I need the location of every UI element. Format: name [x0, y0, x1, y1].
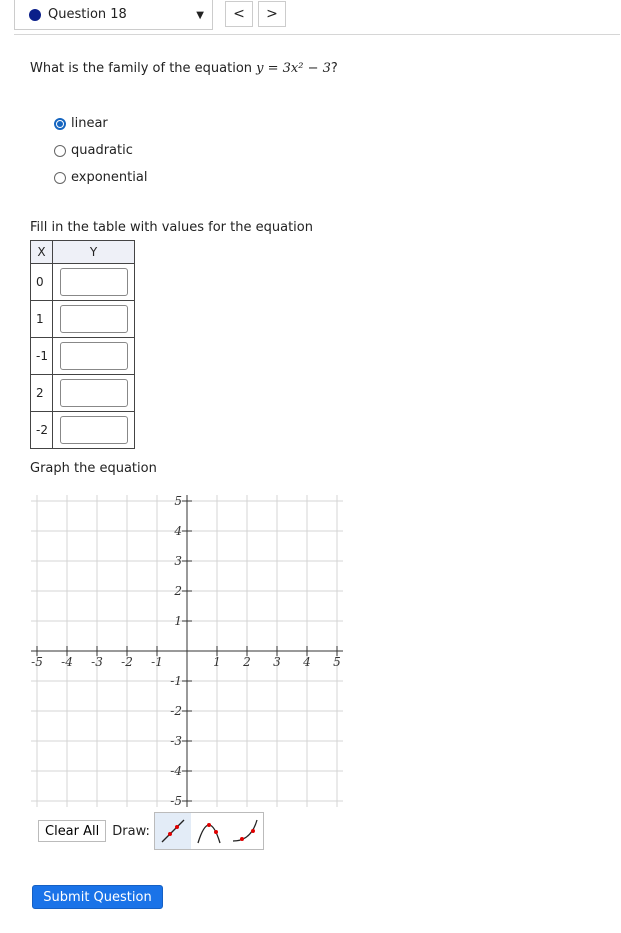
y-cell [53, 412, 135, 449]
draw-toolbar [38, 812, 264, 850]
family-choices [54, 110, 147, 191]
draw-label: Draw: [112, 823, 150, 839]
y-tick-label: -5 [170, 794, 182, 808]
y-cell [53, 375, 135, 412]
y-tick-label: -1 [170, 674, 182, 688]
x-tick-label: -4 [61, 655, 73, 669]
y-input-row-5[interactable] [60, 416, 128, 444]
question-prompt [30, 61, 338, 76]
x-tick-label: -3 [91, 655, 103, 669]
x-tick-label: -2 [121, 655, 133, 669]
x-value: 0 [31, 264, 53, 301]
y-tick-label: 1 [174, 614, 182, 628]
choice-quadratic[interactable] [54, 137, 147, 164]
choice-label: exponential [71, 170, 148, 185]
x-tick-label: 2 [243, 655, 251, 669]
x-value: 2 [31, 375, 53, 412]
question-status-dot-icon [29, 9, 41, 21]
y-tick-label: -3 [170, 734, 182, 748]
table-header-row [31, 241, 135, 264]
table-row [31, 301, 135, 338]
prompt-end: ? [330, 61, 338, 76]
x-tick-label: 1 [213, 655, 221, 669]
question-selector[interactable] [14, 0, 213, 30]
y-tick-label: 2 [174, 584, 182, 598]
radio-icon[interactable] [54, 145, 66, 157]
table-row [31, 412, 135, 449]
y-input-row-2[interactable] [60, 305, 128, 333]
y-tick-label: 3 [174, 554, 182, 568]
x-tick-label: 4 [303, 655, 311, 669]
graph-canvas[interactable] [25, 493, 347, 808]
exponential-tool-button[interactable] [227, 813, 263, 849]
table-prompt: Fill in the table with values for the equation [30, 220, 313, 235]
prev-question-button[interactable]: < [225, 1, 253, 27]
values-table [30, 240, 135, 449]
equation: y = 3x² − 3 [256, 61, 331, 76]
parabola-tool-button[interactable] [191, 813, 227, 849]
x-value: 1 [31, 301, 53, 338]
choice-label: linear [71, 116, 108, 131]
choice-exponential[interactable] [54, 164, 147, 191]
top-bar [14, 0, 620, 35]
draw-tool-group [154, 812, 264, 850]
x-tick-label: -5 [31, 655, 43, 669]
column-header-x: X [31, 241, 53, 264]
table-row [31, 338, 135, 375]
clear-all-button[interactable]: Clear All [38, 820, 106, 842]
table-row [31, 375, 135, 412]
y-input-row-1[interactable] [60, 268, 128, 296]
y-cell [53, 338, 135, 375]
choice-linear[interactable] [54, 110, 147, 137]
y-cell [53, 301, 135, 338]
radio-icon[interactable] [54, 172, 66, 184]
caret-down-icon: ▼ [196, 10, 204, 21]
y-tick-label: -2 [170, 704, 182, 718]
y-tick-label: -4 [170, 764, 182, 778]
prompt-text: What is the family of the equation [30, 61, 253, 76]
line-tool-button[interactable] [155, 813, 191, 849]
column-header-y: Y [53, 241, 135, 264]
exponential-tool-icon [231, 817, 259, 845]
submit-question-button[interactable]: Submit Question [32, 885, 163, 909]
graph-prompt: Graph the equation [30, 461, 157, 476]
parabola-tool-icon [195, 817, 223, 845]
next-question-button[interactable]: > [258, 1, 286, 27]
x-value: -1 [31, 338, 53, 375]
y-cell [53, 264, 135, 301]
radio-selected-icon[interactable] [54, 118, 66, 130]
y-tick-label: 5 [174, 494, 182, 508]
line-tool-icon [159, 817, 187, 845]
choice-label: quadratic [71, 143, 133, 158]
x-tick-label: 3 [273, 655, 281, 669]
x-tick-label: -1 [151, 655, 163, 669]
y-input-row-4[interactable] [60, 379, 128, 407]
x-tick-label: 5 [333, 655, 341, 669]
x-value: -2 [31, 412, 53, 449]
table-row [31, 264, 135, 301]
question-label: Question 18 [48, 7, 127, 22]
y-tick-label: 4 [174, 524, 182, 538]
y-input-row-3[interactable] [60, 342, 128, 370]
